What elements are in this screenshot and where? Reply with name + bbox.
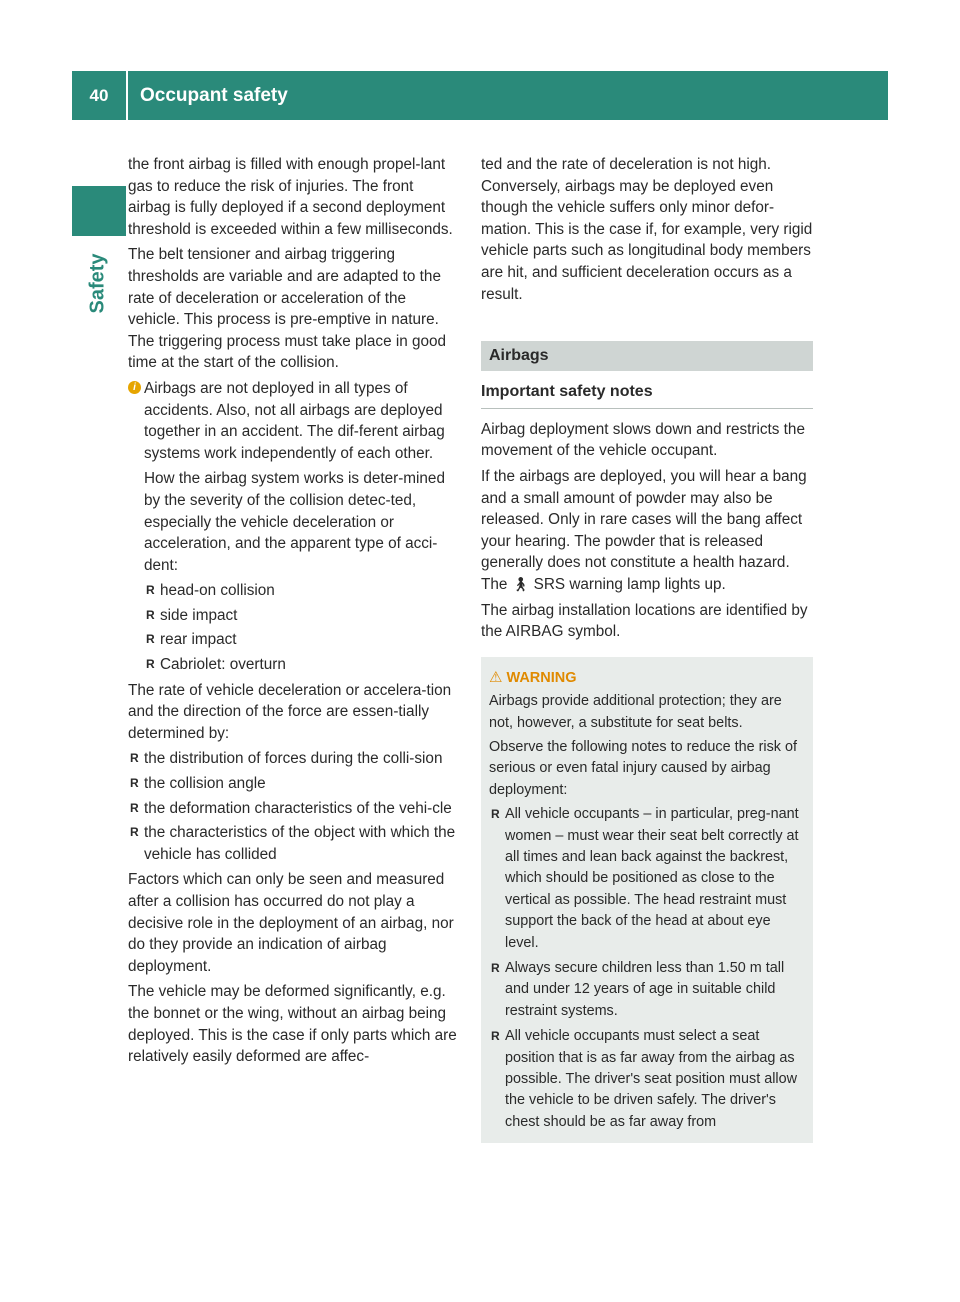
bullet-icon: R bbox=[130, 825, 139, 840]
bullet-icon: R bbox=[146, 583, 155, 598]
list-item-text: side impact bbox=[160, 606, 238, 624]
list-item-text: the deformation characteristics of the vehi-cle bbox=[144, 799, 452, 817]
note-paragraph: How the airbag system works is deter-mined by the severity of the collision detec-ted, especially the vehicle deceleration or acceleration, and the apparent type of acci-dent: bbox=[144, 470, 445, 574]
list-item bbox=[144, 629, 460, 651]
list-item bbox=[144, 654, 460, 676]
paragraph-text: If the airbags are deployed, you will hear a bang and a small amount of powder may also be released. Only in rare cases will the bang affect your hearing. The powder that is released generally does not constitute a health hazard. The bbox=[481, 467, 807, 593]
side-label-text: Safety bbox=[86, 252, 109, 314]
list-item-text: head-on collision bbox=[160, 582, 275, 600]
list-item-text: Always secure children less than 1.50 m tall and under 12 years of age in suitable child restraint systems. bbox=[505, 959, 785, 1019]
paragraph: The rate of vehicle deceleration or accelera-tion and the direction of the force are essen-tially determined by: bbox=[128, 681, 452, 742]
warning-list bbox=[489, 804, 805, 1133]
factor-list bbox=[128, 748, 460, 865]
list-item bbox=[128, 822, 460, 865]
list-item-text: All vehicle occupants – in particular, preg-nant women – must wear their seat belt correctly at all times and lean back against the backrest, which should be positioned as close to the vertical as possible. The head restraint must support the back of the head at about eye level. bbox=[505, 806, 799, 951]
header-divider bbox=[126, 71, 128, 120]
list-item-text: the characteristics of the object with which the vehicle has collided bbox=[144, 824, 456, 863]
page-number: 40 bbox=[89, 85, 109, 105]
page-title: Occupant safety bbox=[140, 85, 288, 106]
note-paragraph: Airbags are not deployed in all types of accidents. Also, not all airbags are deployed together in an accident. The dif-ferent airbag systems work independently of each other. bbox=[144, 379, 445, 462]
list-item-text: All vehicle occupants must select a seat position that is as far away from the airbag as possible. The driver's seat position must allow the vehicle to be driven safely. The driver's chest should be as far away from bbox=[505, 1028, 798, 1130]
bullet-icon: R bbox=[130, 776, 139, 791]
warning-paragraph: Airbags provide additional protection; they are not, however, a substitute for seat belts. bbox=[489, 693, 782, 731]
paragraph-srs bbox=[481, 466, 813, 596]
bullet-icon: R bbox=[130, 751, 139, 766]
list-item bbox=[128, 798, 460, 820]
subsection-heading: Important safety notes bbox=[481, 381, 813, 409]
paragraph: The airbag installation locations are identified by the AIRBAG symbol. bbox=[481, 601, 808, 641]
list-item-text: the collision angle bbox=[144, 775, 266, 793]
info-icon: i bbox=[128, 381, 141, 394]
warning-title-row bbox=[489, 667, 805, 689]
left-column bbox=[128, 154, 460, 1072]
bullet-icon: R bbox=[491, 960, 500, 975]
srs-airbag-icon: 🚶︎ bbox=[511, 575, 530, 592]
bullet-icon: R bbox=[146, 607, 155, 622]
warning-box bbox=[481, 657, 813, 1144]
collision-type-list bbox=[144, 580, 460, 675]
paragraph: The belt tensioner and airbag triggering thresholds are variable and are adapted to the rate of deceleration or acceleration of the vehicle. This process is pre-emptive in nature. The triggering process must take place in good time at the start of the collision. bbox=[128, 246, 447, 372]
warning-paragraph: Observe the following notes to reduce the risk of serious or even fatal injury caused by airbag deployment: bbox=[489, 738, 797, 798]
list-item bbox=[489, 958, 805, 1022]
bullet-icon: R bbox=[146, 657, 155, 672]
paragraph: Factors which can only be seen and measured after a collision has occurred do not play a decisive role in the deployment of an airbag, nor do they provide an indication of airbag deployment. bbox=[128, 871, 454, 975]
paragraph: the front airbag is filled with enough propel-lant gas to reduce the risk of injuries. The front airbag is fully deployed if a second deployment threshold is exceeded within a few milliseconds. bbox=[128, 156, 453, 238]
info-note bbox=[128, 378, 460, 576]
bullet-icon: R bbox=[146, 632, 155, 647]
paragraph: Airbag deployment slows down and restricts the movement of the vehicle occupant. bbox=[481, 420, 805, 460]
side-section-label bbox=[58, 243, 138, 323]
bullet-icon: R bbox=[130, 800, 139, 815]
warning-title: WARNING bbox=[506, 669, 577, 686]
list-item bbox=[128, 773, 460, 795]
list-item bbox=[144, 580, 460, 602]
bullet-icon: R bbox=[491, 1029, 500, 1044]
section-heading: Airbags bbox=[481, 341, 813, 371]
list-item bbox=[489, 1026, 805, 1133]
paragraph: ted and the rate of deceleration is not high. Conversely, airbags may be deployed even though the vehicle suffers only minor defor-mation. This is the case if, for example, very rigid vehicle parts such as longitudinal body members are hit, and sufficient deceleration occurs as a result. bbox=[481, 156, 813, 303]
warning-triangle-icon: ⚠︎ bbox=[489, 668, 503, 686]
list-item-text: the distribution of forces during the colli-sion bbox=[144, 750, 443, 768]
list-item bbox=[489, 804, 805, 954]
list-item bbox=[144, 605, 460, 627]
paragraph-text: SRS warning lamp lights up. bbox=[533, 575, 726, 593]
list-item-text: rear impact bbox=[160, 631, 237, 649]
side-tab-marker bbox=[72, 186, 126, 236]
list-item-text: Cabriolet: overturn bbox=[160, 656, 286, 674]
bullet-icon: R bbox=[491, 807, 500, 822]
paragraph: The vehicle may be deformed significantly, e.g. the bonnet or the wing, without an airbag being deployed. This is the case if only parts which are relatively easily deformed are affec- bbox=[128, 983, 457, 1066]
right-column bbox=[481, 154, 813, 1143]
list-item bbox=[128, 748, 460, 770]
